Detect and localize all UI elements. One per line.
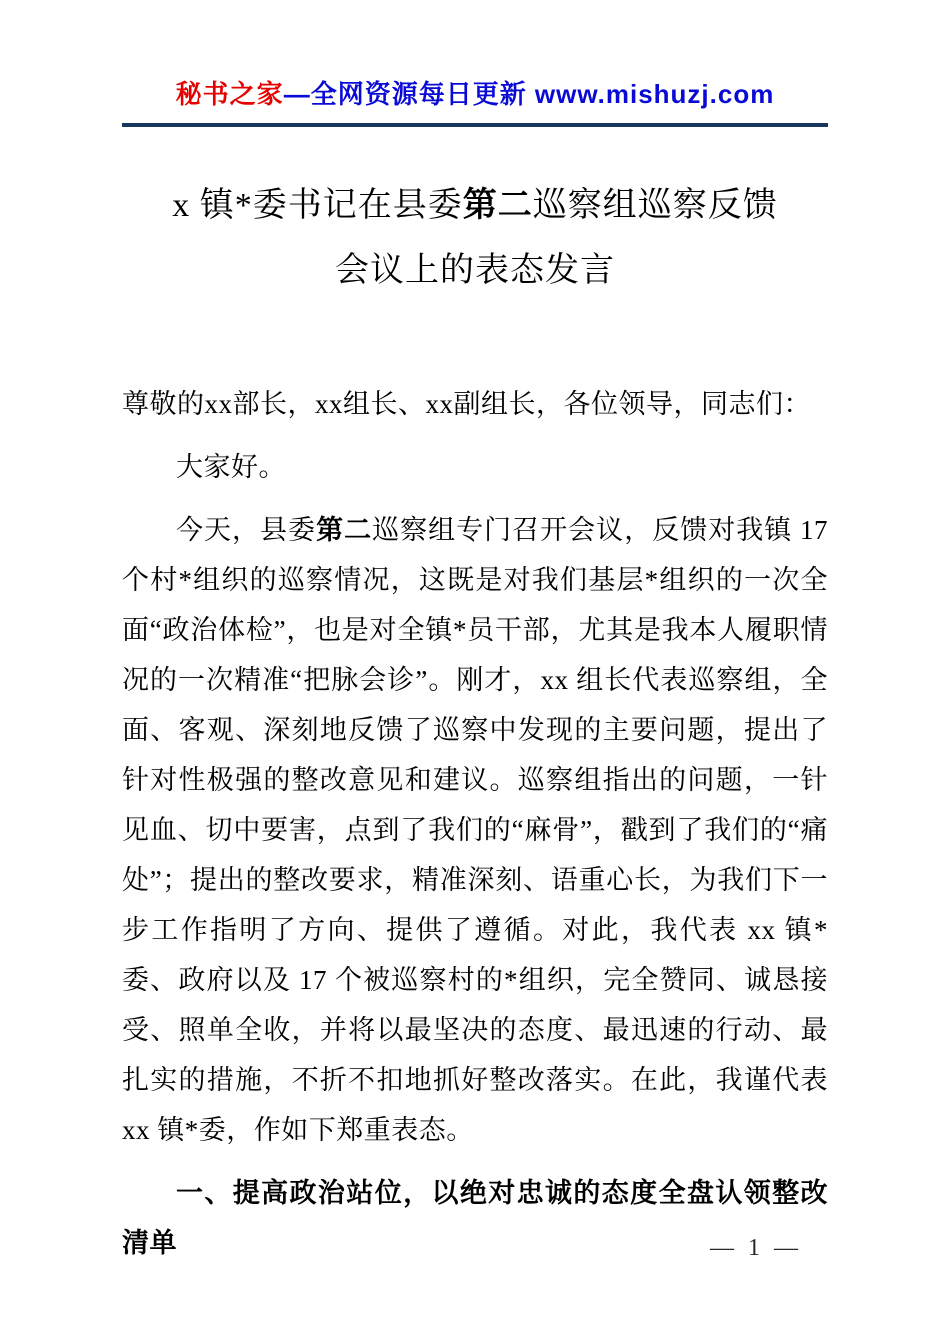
main-paragraph <box>122 505 828 1155</box>
main-paragraph-seg1: 今天，县委 <box>176 515 317 545</box>
site-tagline: —全网资源每日更新 <box>283 79 535 109</box>
salutation: 尊敬的xx部长，xx组长、xx副组长，各位领导，同志们： <box>122 389 811 419</box>
site-url: www.mishuzj.com <box>534 79 775 109</box>
title-line-1-bold: 第二 <box>462 187 533 224</box>
document-body <box>122 379 828 1268</box>
greeting: 大家好。 <box>176 452 286 482</box>
document-title <box>122 173 828 303</box>
page-footer <box>710 1235 802 1262</box>
page-number: — 1 — <box>710 1235 802 1261</box>
title-line-2: 会议上的表态发言 <box>335 252 615 289</box>
section-heading-1: 一、提高政治站位，以绝对忠诚的态度全盘认领整改清单 <box>122 1178 828 1258</box>
title-line-1-post: 巡察组巡察反馈 <box>532 187 778 224</box>
header-divider <box>122 123 828 127</box>
site-header <box>122 78 828 110</box>
site-brand: 秘书之家 <box>175 79 284 109</box>
title-line-1-pre: x 镇*委书记在县委 <box>172 187 463 224</box>
main-paragraph-seg2: 巡察组专门召开会议，反馈对我镇 17 个村*组织的巡察情况，这既是对我们基层*组织的一次全面“政治体检”，也是对全镇*员干部，尤其是我本人履职情况的一次精准“把脉会诊”。刚才，xx 组长代表巡察组，全面、客观、深刻地反馈了巡察中发现的主要问题，提出了针对性极强的整改意见和建议。巡察组指出的问题，一针见血、切中要害，点到了我们的“麻骨”，戳到了我们的“痛处”；提出的整改要求，精准深刻、语重心长，为我们下一步工作指明了方向、提供了遵循。对此，我代表 xx 镇*委、政府以及 17 个被巡察村的*组织，完全赞同、诚恳接受、照单全收，并将以最坚决的态度、最迅速的行动、最扎实的措施，不折不扣地抓好整改落实。在此，我谨代表 xx 镇*委，作如下郑重表态。 <box>122 515 829 1145</box>
title-line-1 <box>122 173 828 238</box>
main-paragraph-bold: 第二 <box>316 515 373 545</box>
